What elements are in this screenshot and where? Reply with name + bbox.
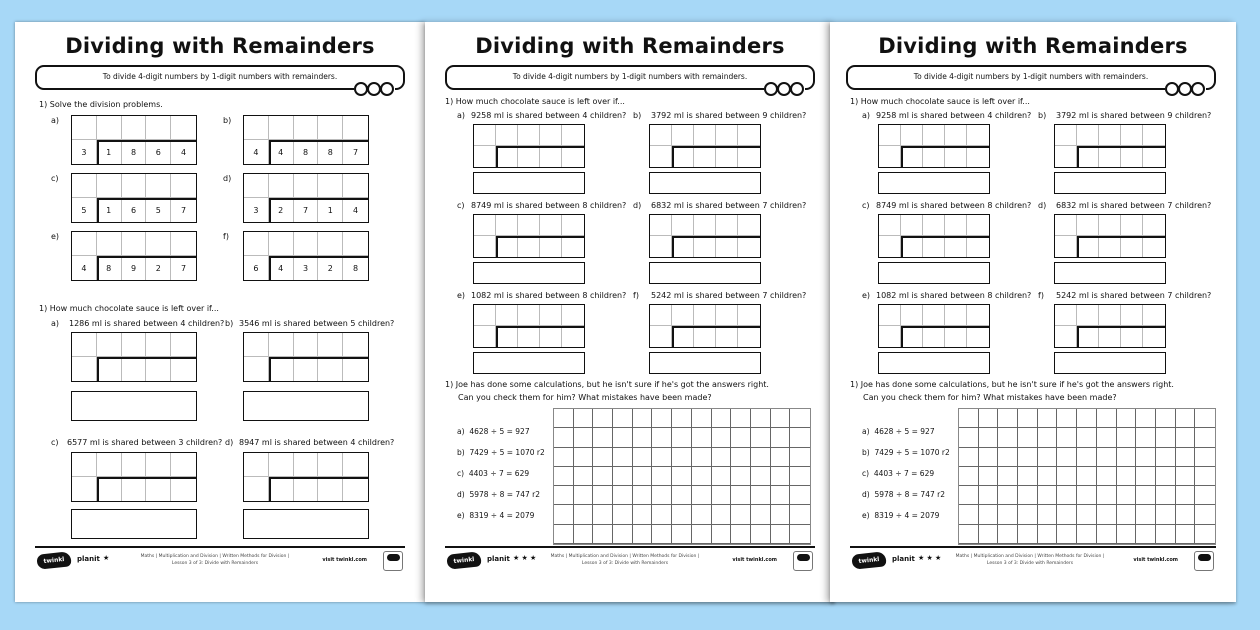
- problem-label: a): [51, 116, 60, 125]
- division-box-c[interactable]: [878, 214, 990, 258]
- division-box-b[interactable]: [243, 332, 369, 382]
- problem-label: f): [223, 232, 229, 241]
- division-box-c[interactable]: [71, 173, 197, 223]
- footer-info: Maths | Multiplication and Division | Written Methods for Division | Lesson 3 of 3: Divide with Remainders: [140, 554, 290, 566]
- problem-label: c): [51, 438, 59, 447]
- problem-text: 1082 ml is shared between 8 children?: [876, 291, 1032, 300]
- digit: 7: [294, 198, 319, 222]
- problem-text: 8947 ml is shared between 4 children?: [239, 438, 395, 447]
- question-subheading: Can you check them for him? What mistakes have been made?: [863, 393, 1117, 402]
- problem-text: 1082 ml is shared between 8 children?: [471, 291, 627, 300]
- digit: 1: [318, 198, 343, 222]
- digit: 7: [181, 263, 187, 273]
- question-heading: 1) Joe has done some calculations, but he isn't sure if he's got the answers right.: [850, 380, 1174, 389]
- calculation-list: [862, 427, 950, 532]
- objective-circles-icon: [764, 82, 805, 96]
- difficulty-stars: ★: [103, 554, 110, 562]
- problem-text: 6832 ml is shared between 7 children?: [651, 201, 807, 210]
- answer-box-a[interactable]: [878, 172, 990, 194]
- calculation-item: d) 5978 ÷ 8 = 747 r2: [457, 490, 540, 499]
- problem-text: 5242 ml is shared between 7 children?: [1056, 291, 1212, 300]
- footer-info: Maths | Multiplication and Division | Written Methods for Division | Lesson 3 of 3: Divide with Remainders: [550, 554, 700, 566]
- objective-text: To divide 4-digit numbers by 1-digit numbers with remainders.: [913, 72, 1149, 81]
- page-footer: [35, 546, 405, 576]
- answer-box-b[interactable]: [243, 391, 369, 421]
- visit-link[interactable]: visit twinkl.com: [1133, 557, 1178, 563]
- answer-box-c[interactable]: [71, 509, 197, 539]
- answer-box-b[interactable]: [649, 172, 761, 194]
- working-grid[interactable]: [958, 408, 1216, 545]
- worksheet-page-2: [425, 22, 835, 602]
- page-title: Dividing with Remainders: [65, 34, 375, 58]
- division-box-f[interactable]: [649, 304, 761, 348]
- learning-objective-banner: [846, 65, 1216, 90]
- objective-circles-icon: [1165, 82, 1206, 96]
- division-box-a[interactable]: [71, 332, 197, 382]
- division-box-c[interactable]: [71, 452, 197, 502]
- question-heading: 1) How much chocolate sauce is left over if...: [445, 97, 625, 106]
- planit-label: planit: [487, 555, 510, 563]
- difficulty-stars: ★ ★ ★: [918, 554, 942, 562]
- footer-info: Maths | Multiplication and Division | Written Methods for Division | Lesson 3 of 3: Divide with Remainders: [955, 554, 1105, 566]
- problem-label: f): [633, 291, 639, 300]
- page-title: Dividing with Remainders: [878, 34, 1188, 58]
- problem-label: d): [633, 201, 642, 210]
- answer-box-f[interactable]: [1054, 352, 1166, 374]
- problem-label: e): [457, 291, 466, 300]
- problem-text: 3546 ml is shared between 5 children?: [239, 319, 395, 328]
- problem-text: 6577 ml is shared between 3 children?: [67, 438, 223, 447]
- problem-label: a): [51, 319, 60, 328]
- page-footer: [850, 546, 1216, 576]
- problem-text: 5242 ml is shared between 7 children?: [651, 291, 807, 300]
- digit: 9: [122, 256, 147, 280]
- division-box-b[interactable]: [649, 124, 761, 168]
- problem-text: 1286 ml is shared between 4 children?: [69, 319, 225, 328]
- problem-text: 9258 ml is shared between 4 children?: [876, 111, 1032, 120]
- answer-box-c[interactable]: [878, 262, 990, 284]
- page-title: Dividing with Remainders: [475, 34, 785, 58]
- divisor: 6: [244, 256, 269, 280]
- problem-label: d): [225, 438, 234, 447]
- divisor: 5: [72, 198, 97, 222]
- answer-box-d[interactable]: [649, 262, 761, 284]
- worksheet-page-1: [15, 22, 425, 602]
- question-heading: 1) How much chocolate sauce is left over if...: [850, 97, 1030, 106]
- working-grid[interactable]: [553, 408, 811, 545]
- problem-label: b): [633, 111, 642, 120]
- division-box-f[interactable]: [243, 231, 369, 281]
- division-box-a[interactable]: [878, 124, 990, 168]
- calculation-list: [457, 427, 545, 532]
- calculation-item: e) 8319 ÷ 4 = 2079: [457, 511, 535, 520]
- problem-label: a): [862, 111, 871, 120]
- problem-text: 8749 ml is shared between 8 children?: [471, 201, 627, 210]
- digit: 1: [97, 140, 122, 164]
- digit: 7: [353, 147, 359, 157]
- problem-label: d): [223, 174, 232, 183]
- problem-text: 3792 ml is shared between 9 children?: [1056, 111, 1212, 120]
- problem-label: f): [1038, 291, 1044, 300]
- division-box-e[interactable]: [71, 231, 197, 281]
- digit: 8: [353, 263, 359, 273]
- calculation-item: c) 4403 ÷ 7 = 629: [862, 469, 935, 478]
- calculation-item: a) 4628 ÷ 5 = 927: [457, 427, 530, 436]
- answer-box-e[interactable]: [473, 352, 585, 374]
- problem-label: d): [1038, 201, 1047, 210]
- division-box-d[interactable]: [649, 214, 761, 258]
- answer-box-a[interactable]: [71, 391, 197, 421]
- problem-label: c): [51, 174, 59, 183]
- division-box-a[interactable]: [71, 115, 197, 165]
- digit: 7: [181, 205, 187, 215]
- twinkl-logo-icon: twinkl: [446, 551, 481, 569]
- digit: 6: [146, 140, 171, 164]
- planit-label: planit: [77, 555, 100, 563]
- question-subheading: Can you check them for him? What mistakes have been made?: [458, 393, 712, 402]
- problem-text: 6832 ml is shared between 7 children?: [1056, 201, 1212, 210]
- difficulty-stars: ★ ★ ★: [513, 554, 537, 562]
- division-box-e[interactable]: [878, 304, 990, 348]
- division-box-b[interactable]: [243, 115, 369, 165]
- visit-link[interactable]: visit twinkl.com: [732, 557, 777, 563]
- problem-label: b): [225, 319, 234, 328]
- problem-text: 9258 ml is shared between 4 children?: [471, 111, 627, 120]
- problem-label: b): [223, 116, 232, 125]
- objective-text: To divide 4-digit numbers by 1-digit numbers with remainders.: [512, 72, 748, 81]
- digit: 4: [269, 256, 294, 280]
- quality-badge-icon: [383, 551, 403, 571]
- digit: 3: [294, 256, 319, 280]
- digit: 4: [269, 140, 294, 164]
- quality-badge-icon: [1194, 551, 1214, 571]
- digit: 4: [181, 147, 187, 157]
- divisor: 4: [244, 140, 269, 164]
- planit-label: planit: [892, 555, 915, 563]
- page-footer: [445, 546, 815, 576]
- twinkl-logo-icon: twinkl: [36, 551, 71, 569]
- quality-badge-icon: [793, 551, 813, 571]
- divisor: 3: [72, 140, 97, 164]
- objective-text: To divide 4-digit numbers by 1-digit numbers with remainders.: [102, 72, 338, 81]
- answer-box-d[interactable]: [1054, 262, 1166, 284]
- digit: 2: [318, 256, 343, 280]
- problem-label: c): [862, 201, 870, 210]
- problem-text: 3792 ml is shared between 9 children?: [651, 111, 807, 120]
- problem-text: 8749 ml is shared between 8 children?: [876, 201, 1032, 210]
- divisor: 3: [244, 198, 269, 222]
- digit: 8: [97, 256, 122, 280]
- visit-link[interactable]: visit twinkl.com: [322, 557, 367, 563]
- answer-box-a[interactable]: [473, 172, 585, 194]
- answer-box-f[interactable]: [649, 352, 761, 374]
- digit: 5: [146, 198, 171, 222]
- answer-box-e[interactable]: [878, 352, 990, 374]
- digit: 6: [122, 198, 147, 222]
- digit: 2: [146, 256, 171, 280]
- digit: 8: [294, 140, 319, 164]
- answer-box-c[interactable]: [473, 262, 585, 284]
- problem-label: c): [457, 201, 465, 210]
- division-box-d[interactable]: [243, 452, 369, 502]
- division-box-c[interactable]: [473, 214, 585, 258]
- question-heading: 1) Joe has done some calculations, but he isn't sure if he's got the answers right.: [445, 380, 769, 389]
- worksheet-page-3: [830, 22, 1236, 602]
- division-box-d[interactable]: [1054, 214, 1166, 258]
- digit: 8: [318, 140, 343, 164]
- division-box-b[interactable]: [1054, 124, 1166, 168]
- digit: 8: [122, 140, 147, 164]
- objective-circles-icon: [354, 82, 395, 96]
- calculation-item: d) 5978 ÷ 8 = 747 r2: [862, 490, 945, 499]
- digit: 4: [353, 205, 359, 215]
- divisor: 4: [72, 256, 97, 280]
- division-box-e[interactable]: [473, 304, 585, 348]
- answer-box-d[interactable]: [243, 509, 369, 539]
- division-box-a[interactable]: [473, 124, 585, 168]
- division-box-d[interactable]: [243, 173, 369, 223]
- division-box-f[interactable]: [1054, 304, 1166, 348]
- learning-objective-banner: [35, 65, 405, 90]
- calculation-item: e) 8319 ÷ 4 = 2079: [862, 511, 940, 520]
- calculation-item: a) 4628 ÷ 5 = 927: [862, 427, 935, 436]
- problem-label: a): [457, 111, 466, 120]
- calculation-item: b) 7429 ÷ 5 = 1070 r2: [862, 448, 950, 457]
- calculation-item: c) 4403 ÷ 7 = 629: [457, 469, 530, 478]
- digit: 1: [97, 198, 122, 222]
- question-heading: 1) Solve the division problems.: [39, 100, 163, 109]
- answer-box-b[interactable]: [1054, 172, 1166, 194]
- problem-label: b): [1038, 111, 1047, 120]
- calculation-item: b) 7429 ÷ 5 = 1070 r2: [457, 448, 545, 457]
- twinkl-logo-icon: twinkl: [851, 551, 886, 569]
- problem-label: e): [51, 232, 60, 241]
- digit: 2: [269, 198, 294, 222]
- learning-objective-banner: [445, 65, 815, 90]
- problem-label: e): [862, 291, 871, 300]
- question-heading: 1) How much chocolate sauce is left over if...: [39, 304, 219, 313]
